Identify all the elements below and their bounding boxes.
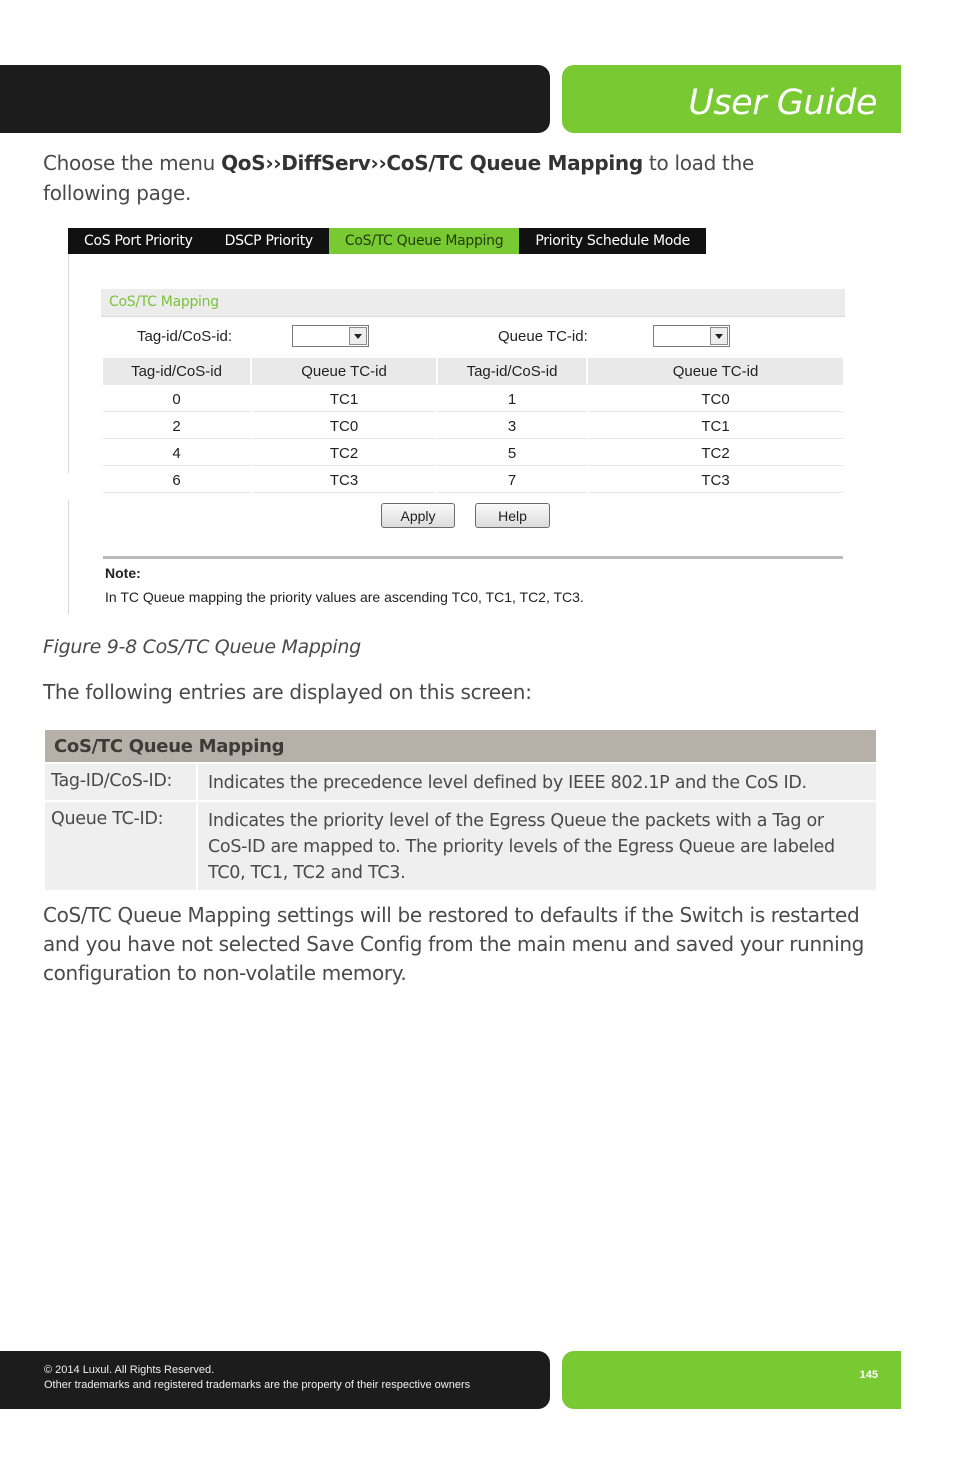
tab-cos-port-priority[interactable]: CoS Port Priority: [68, 228, 209, 254]
intro-suffix: to load the following page.: [43, 151, 754, 205]
intro-paragraph: [43, 148, 803, 208]
trademarks: Other trademarks and registered trademarks are the property of their respective owners: [44, 1379, 471, 1391]
table-cell: TC2: [252, 441, 436, 466]
field-description: Indicates the precedence level defined by IEEE 802.1P and the CoS ID.: [197, 763, 876, 801]
tab-dscp-priority[interactable]: DSCP Priority: [209, 228, 329, 254]
note-text: In TC Queue mapping the priority values are ascending TC0, TC1, TC2, TC3.: [105, 589, 584, 605]
web-ui-screenshot: [68, 228, 848, 614]
description-table-header: [45, 730, 876, 763]
queue-tc-id-select[interactable]: [653, 325, 730, 347]
table-row: [103, 414, 843, 439]
entries-intro: The following entries are displayed on this screen:: [43, 680, 532, 704]
guide-title: User Guide: [688, 83, 877, 123]
mapping-table-header: [103, 358, 843, 385]
table-row: [45, 763, 876, 801]
tab-bar: [68, 228, 706, 254]
table-cell: 3: [438, 414, 586, 439]
table-cell: 0: [103, 387, 250, 412]
apply-button[interactable]: Apply: [381, 503, 455, 528]
table-cell: 4: [103, 441, 250, 466]
help-button[interactable]: Help: [475, 503, 550, 528]
intro-prefix: Choose the menu: [43, 151, 222, 175]
table-row: [103, 387, 843, 412]
mapping-table: [101, 356, 845, 495]
note-title: Note:: [105, 565, 141, 581]
col-header: Queue TC-id: [252, 358, 436, 385]
figure-caption: Figure 9-8 CoS/TC Queue Mapping: [43, 636, 361, 658]
footer-text: [44, 1363, 470, 1393]
page-number: 145: [859, 1369, 878, 1381]
tag-id-label: Tag-id/CoS-id:: [137, 328, 233, 345]
copyright: © 2014 Luxul. All Rights Reserved.: [44, 1364, 215, 1376]
menu-path: QoS››DiffServ››CoS/TC Queue Mapping: [221, 151, 643, 175]
table-cell: TC0: [252, 414, 436, 439]
panel-border-left: [68, 254, 69, 473]
table-cell: 7: [438, 468, 586, 493]
tab-cos-tc-queue-mapping[interactable]: CoS/TC Queue Mapping: [329, 228, 519, 254]
col-header: Tag-id/CoS-id: [438, 358, 586, 385]
table-cell: 1: [438, 387, 586, 412]
footer-green-bar: [562, 1351, 901, 1409]
field-name: Queue TC-ID:: [45, 801, 197, 890]
panel-border-left-lower: [68, 500, 69, 614]
table-cell: TC1: [588, 414, 843, 439]
table-row: [45, 801, 876, 890]
header-green-bar: [562, 65, 901, 133]
col-header: Tag-id/CoS-id: [103, 358, 250, 385]
tag-id-select[interactable]: [292, 325, 369, 347]
queue-tc-id-label: Queue TC-id:: [498, 328, 588, 345]
table-row: [103, 441, 843, 466]
table-cell: 2: [103, 414, 250, 439]
section-title: CoS/TC Mapping: [109, 294, 219, 310]
table-cell: TC3: [588, 468, 843, 493]
description-table-title: CoS/TC Queue Mapping: [45, 730, 876, 763]
table-cell: TC0: [588, 387, 843, 412]
closing-paragraph: CoS/TC Queue Mapping settings will be restored to defaults if the Switch is restarted and you have not selected Save Config from the main menu and saved your running configuration to non-volatile memory.: [43, 903, 865, 985]
col-header: Queue TC-id: [588, 358, 843, 385]
footer-dark-bar: [0, 1351, 550, 1409]
field-description: Indicates the priority level of the Egress Queue the packets with a Tag or CoS-ID are mapped to. The priority levels of the Egress Queue are labeled TC0, TC1, TC2 and TC3.: [197, 801, 876, 890]
chevron-down-icon[interactable]: [349, 327, 367, 345]
section-header: [101, 289, 845, 317]
table-cell: TC3: [252, 468, 436, 493]
table-row: [103, 468, 843, 493]
chevron-down-icon[interactable]: [710, 327, 728, 345]
table-cell: 6: [103, 468, 250, 493]
tab-priority-schedule-mode[interactable]: Priority Schedule Mode: [519, 228, 706, 254]
note-divider: [103, 556, 843, 559]
header-dark-bar: [0, 65, 550, 133]
table-cell: 5: [438, 441, 586, 466]
field-name: Tag-ID/CoS-ID:: [45, 763, 197, 801]
description-table: [45, 730, 876, 890]
table-cell: TC1: [252, 387, 436, 412]
table-cell: TC2: [588, 441, 843, 466]
